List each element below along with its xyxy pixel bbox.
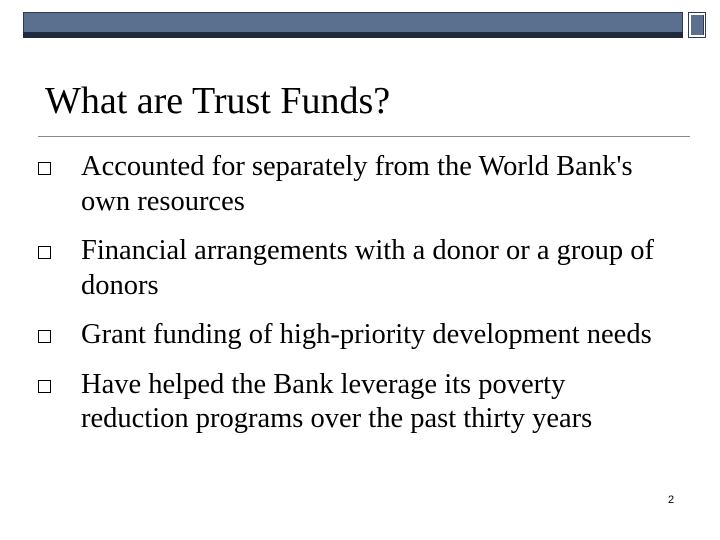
square-bullet-icon	[38, 330, 51, 343]
bullet-item	[38, 234, 678, 303]
bullet-text: Grant funding of high-priority development needs	[81, 319, 652, 350]
bullet-text: Have helped the Bank leverage its poverty reduction programs over the past thirty years	[81, 368, 593, 434]
square-bullet-icon	[38, 380, 51, 393]
bullet-text: Accounted for separately from the World Bank's own resources	[81, 151, 633, 217]
title-divider	[38, 136, 690, 137]
page-number: 2	[668, 494, 675, 506]
bullet-text: Financial arrangements with a donor or a group of donors	[81, 235, 654, 301]
bullet-list	[38, 150, 678, 437]
square-bullet-icon	[38, 162, 51, 175]
bullet-item	[38, 368, 678, 437]
top-band-shadow	[23, 32, 683, 38]
bullet-item	[38, 150, 678, 219]
slide-title: What are Trust Funds?	[45, 80, 391, 122]
bullet-item	[38, 318, 678, 353]
square-bullet-icon	[38, 246, 51, 259]
corner-decorative-block	[688, 12, 706, 38]
